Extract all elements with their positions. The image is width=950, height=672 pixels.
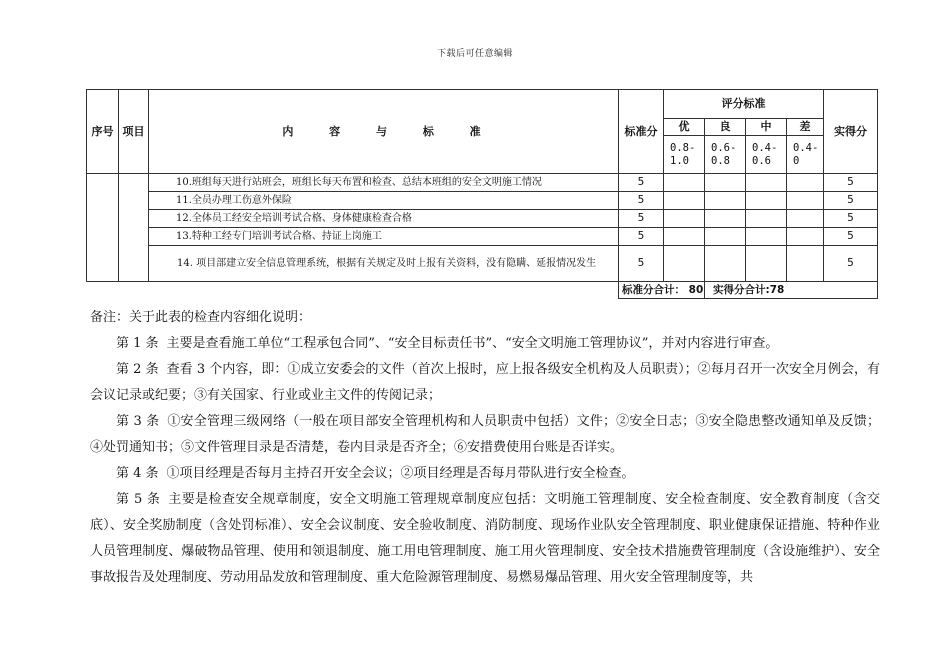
- table-row: [87, 210, 878, 228]
- grade-cell: [787, 174, 824, 192]
- notes-title: 备注：关于此表的检查内容细化说明：: [90, 310, 312, 325]
- grade-label-medium: 中: [746, 119, 787, 136]
- clause-label: 第 1 条: [116, 336, 159, 351]
- grade-cell: [705, 174, 746, 192]
- row-actual-score: 5: [824, 246, 878, 282]
- row-content: 13.特种工经专门培训考试合格、持证上岗施工: [149, 228, 619, 246]
- clause-3: [90, 409, 880, 461]
- total-standard-score: 标准分合计： 80: [619, 282, 705, 299]
- header-content: 内 容 与 标 准: [149, 90, 619, 174]
- grade-cell: [705, 192, 746, 210]
- grade-range-excellent: 0.8-1.0: [664, 136, 705, 174]
- clause-text: ①项目经理是否每月主持召开安全会议；②项目经理是否每月带队进行安全检查。: [166, 466, 635, 481]
- clause-text: ①安全管理三级网络（一般在项目部安全管理机构和人员职责中包括）文件；②安全日志；③安全隐患整改通知单及反馈；④处罚通知书；⑤文件管理目录是否清楚，卷内目录是否齐全；⑥安措费使用台账是否详实。: [90, 414, 880, 455]
- header-grading: 评分标准: [664, 90, 824, 119]
- grade-cell: [705, 210, 746, 228]
- grade-cell: [746, 192, 787, 210]
- row-standard-score: 5: [619, 246, 664, 282]
- grade-cell: [664, 246, 705, 282]
- row-content: 12.全体员工经安全培训考试合格、身体健康检查合格: [149, 210, 619, 228]
- grade-cell: [746, 228, 787, 246]
- clause-label: 第 4 条: [116, 466, 159, 481]
- table-row: [87, 246, 878, 282]
- grade-cell: [746, 246, 787, 282]
- row-content: 10.班组每天进行站班会，班组长每天布置和检查、总结本班组的安全文明施工情况: [149, 174, 619, 192]
- clause-text: 主要是查看施工单位“工程承包合同”、“安全目标责任书”、“安全文明施工管理协议”，并对内容进行审查。: [166, 336, 779, 351]
- row-standard-score: 5: [619, 210, 664, 228]
- clause-4: [90, 461, 880, 487]
- clause-label: 第 2 条: [116, 362, 159, 377]
- clause-label: 第 3 条: [116, 414, 160, 429]
- clause-text: 查看 3 个内容，即：①成立安委会的文件（首次上报时，应上报各级安全机构及人员职责）；②每月召开一次安全月例会，有会议记录或纪要；③有关国家、行业或业主文件的传阅记录；: [90, 362, 880, 403]
- seq-cell: [87, 174, 119, 282]
- table-row: [87, 192, 878, 210]
- grade-cell: [705, 246, 746, 282]
- clause-text: 主要是检查安全规章制度，安全文明施工管理规章制度应包括：文明施工管理制度、安全检查制度、安全教育制度（含交底）、安全奖励制度（含处罚标准）、安全会议制度、安全验收制度、消防制度、现场作业队安全管理制度、职业健康保证措施、特种作业人员管理制度、爆破物品管理、使用和领退制度、施工用电管理制度、施工用火管理制度、安全技术措施费管理制度（含设施维护）、安全事故报告及处理制度、劳动用品发放和管理制度、重大危险源管理制度、易燃易爆品管理、用火安全管理制度等，共: [90, 492, 880, 585]
- grade-cell: [664, 228, 705, 246]
- header-actual-score: 实得分: [824, 90, 878, 174]
- grade-cell: [787, 246, 824, 282]
- score-table: [86, 89, 878, 299]
- clause-5: [90, 487, 880, 591]
- total-spacer: [87, 282, 619, 299]
- grade-cell: [664, 210, 705, 228]
- clause-1: [90, 331, 880, 357]
- row-content: 11.全员办理工伤意外保险: [149, 192, 619, 210]
- grade-cell: [664, 192, 705, 210]
- grade-cell: [664, 174, 705, 192]
- row-actual-score: 5: [824, 174, 878, 192]
- page-header: 下载后可任意编辑: [436, 49, 513, 59]
- grade-label-good: 良: [705, 119, 746, 136]
- item-cell: [119, 174, 149, 282]
- total-actual-score: 实得分合计:78: [705, 282, 878, 299]
- row-actual-score: 5: [824, 210, 878, 228]
- row-actual-score: 5: [824, 192, 878, 210]
- notes-section: [90, 305, 880, 591]
- clause-label: 第 5 条: [116, 492, 161, 507]
- header-seq: 序号: [87, 90, 119, 174]
- grade-cell: [787, 228, 824, 246]
- row-content: 14. 项目部建立安全信息管理系统，根据有关规定及时上报有关资料，没有隐瞒、延报情况发生: [149, 246, 619, 282]
- row-standard-score: 5: [619, 192, 664, 210]
- row-standard-score: 5: [619, 174, 664, 192]
- grade-range-poor: 0.4-0: [787, 136, 824, 174]
- header-standard-score: 标准分: [619, 90, 664, 174]
- grade-cell: [746, 174, 787, 192]
- row-standard-score: 5: [619, 228, 664, 246]
- row-actual-score: 5: [824, 228, 878, 246]
- total-row: [87, 282, 878, 299]
- header-item: 项目: [119, 90, 149, 174]
- grade-cell: [787, 192, 824, 210]
- table-row: [87, 228, 878, 246]
- grade-cell: [787, 210, 824, 228]
- grade-label-poor: 差: [787, 119, 824, 136]
- table-row: [87, 174, 878, 192]
- clause-2: [90, 357, 880, 409]
- grade-range-good: 0.6-0.8: [705, 136, 746, 174]
- grade-label-excellent: 优: [664, 119, 705, 136]
- grade-cell: [746, 210, 787, 228]
- grade-range-medium: 0.4-0.6: [746, 136, 787, 174]
- grade-cell: [705, 228, 746, 246]
